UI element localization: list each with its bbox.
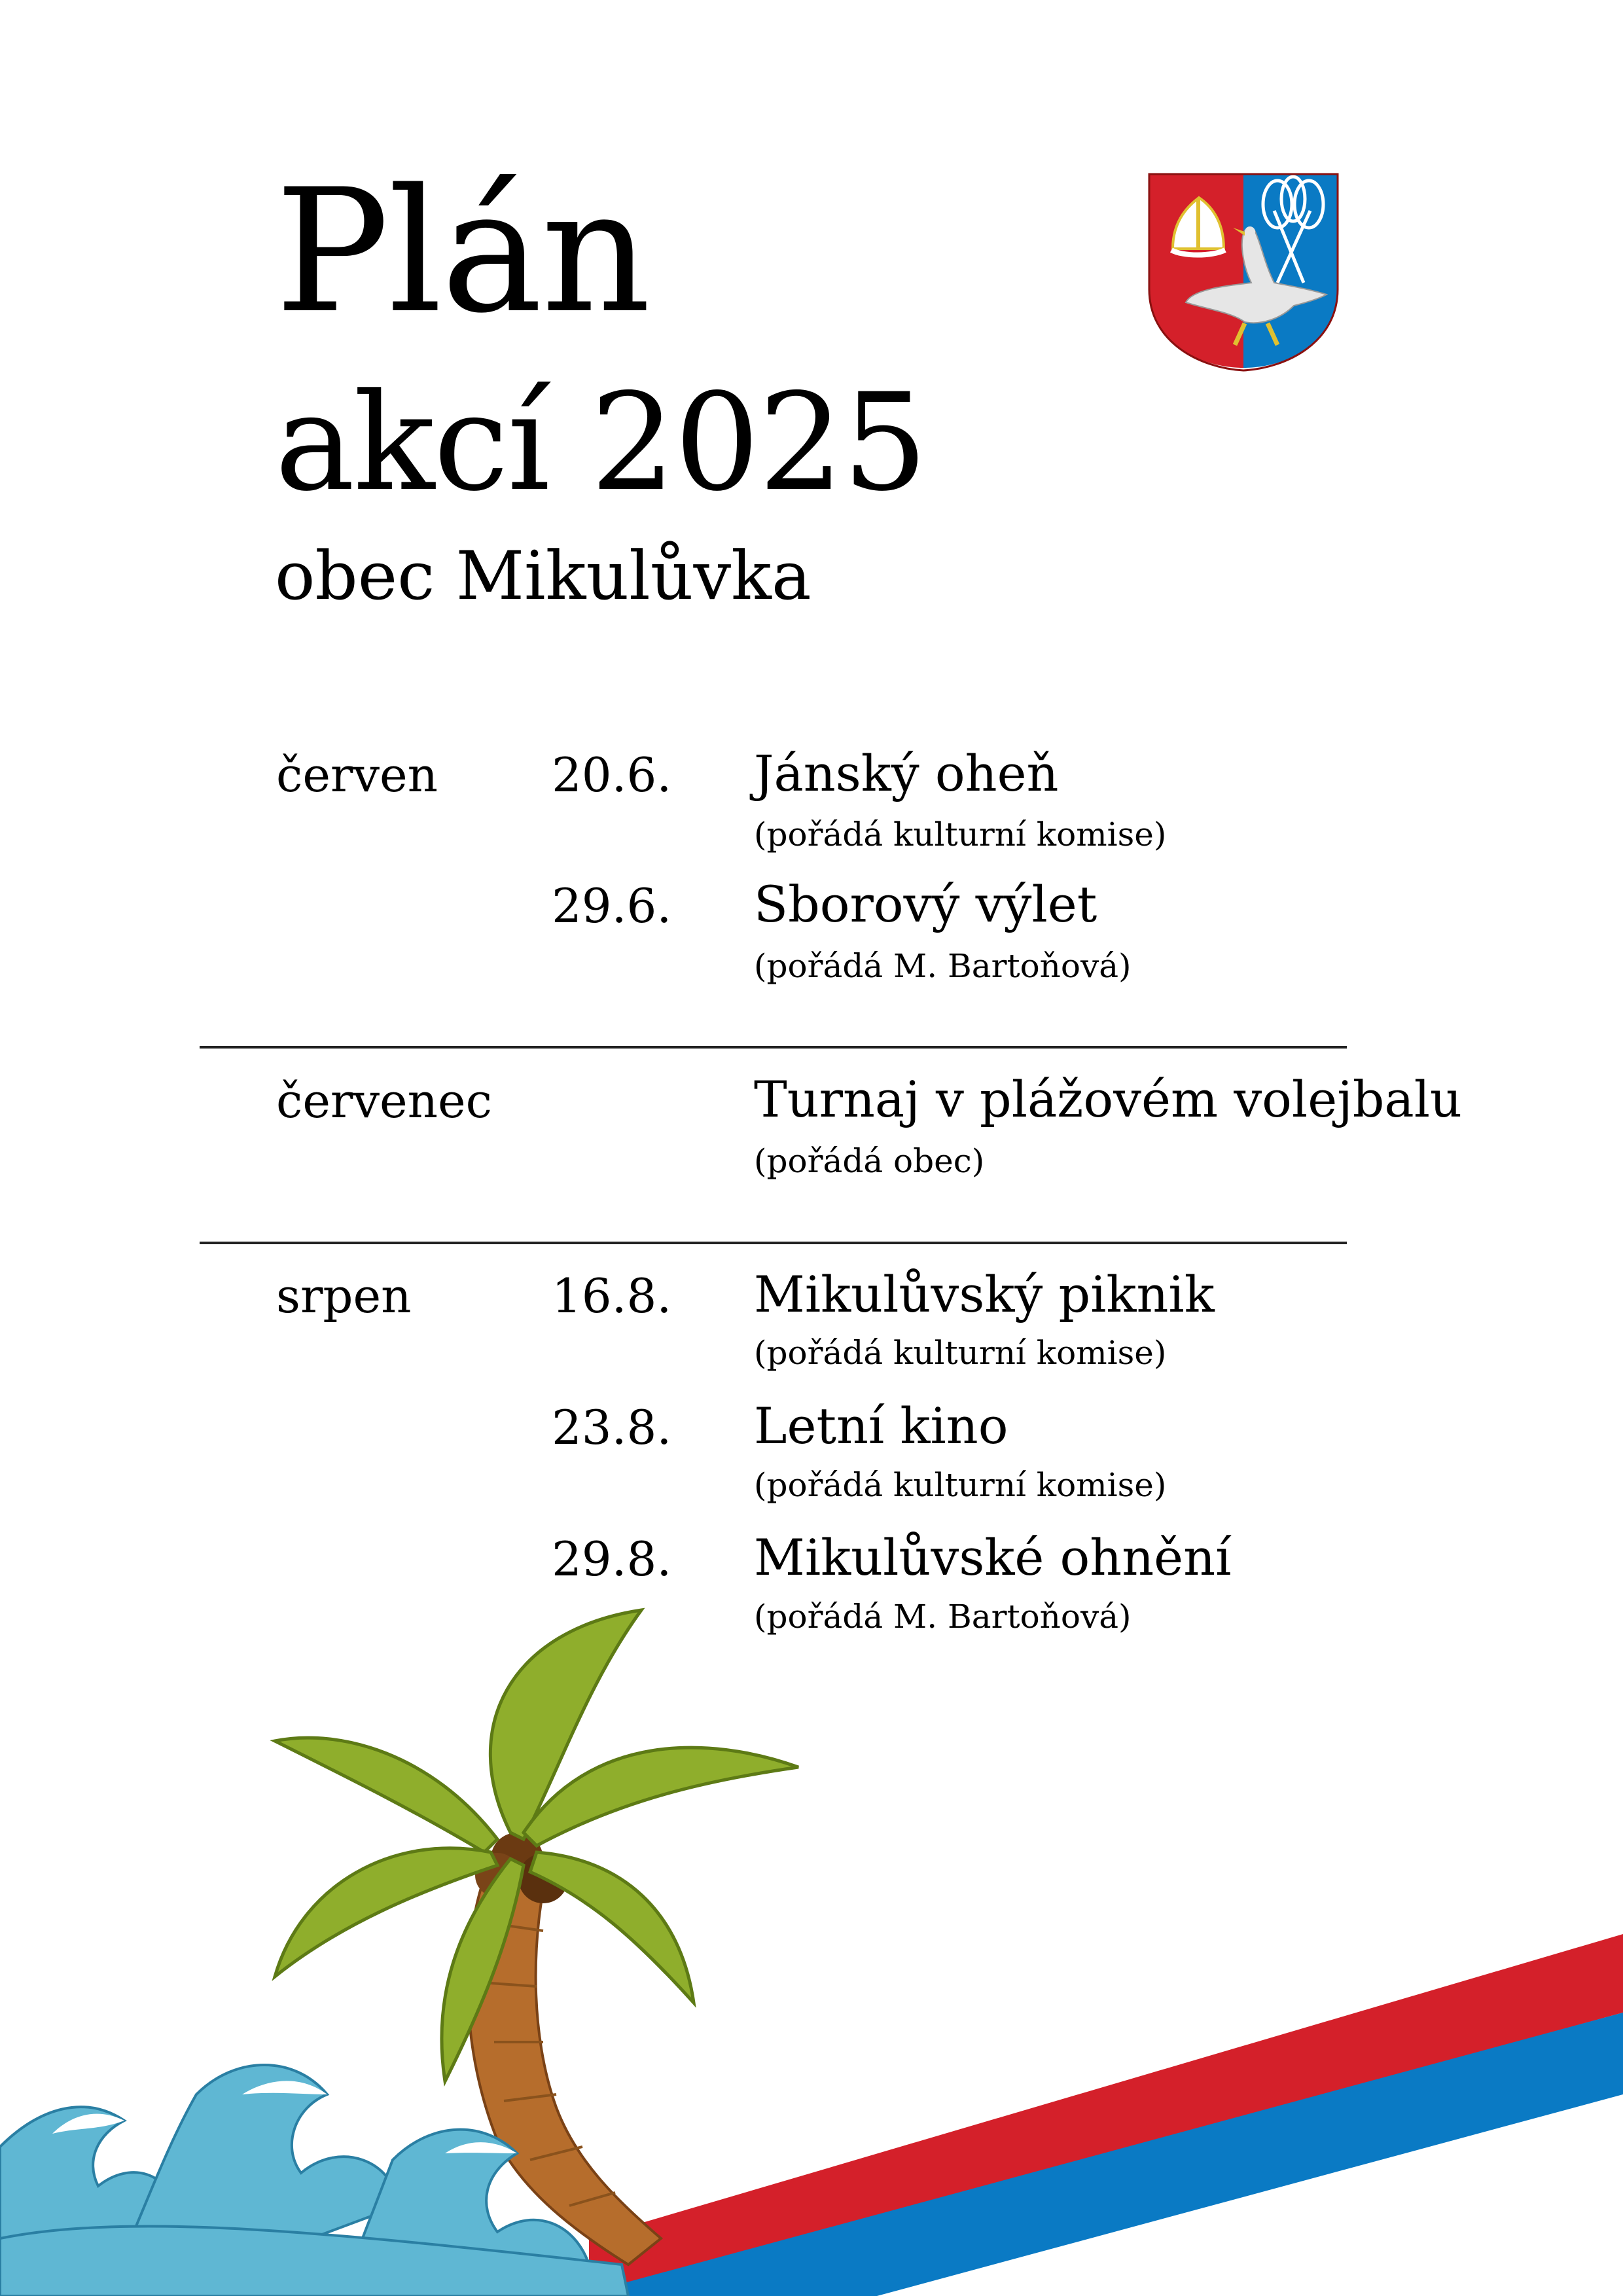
event-date: 29.6. — [552, 878, 672, 933]
event-date: 20.6. — [552, 747, 672, 802]
page-title: Plán — [275, 153, 650, 351]
event-date: 29.8. — [552, 1532, 672, 1587]
event-organizer: (pořádá M. Bartoňová) — [754, 1598, 1132, 1636]
event-date: 16.8. — [552, 1268, 672, 1323]
event-organizer: (pořádá kulturní komise) — [754, 1334, 1167, 1372]
event-organizer: (pořádá kulturní komise) — [754, 1466, 1167, 1504]
page-title-year: akcí 2025 — [275, 365, 927, 521]
event-organizer: (pořádá M. Bartoňová) — [754, 947, 1132, 985]
event-name: Sborový výlet — [754, 875, 1097, 933]
month-label: červen — [276, 747, 438, 802]
event-name: Turnaj v plážovém volejbalu — [754, 1070, 1462, 1128]
event-name: Mikulůvský piknik — [754, 1265, 1215, 1323]
month-label: červenec — [276, 1073, 492, 1128]
event-name: Jánský oheň — [754, 744, 1059, 802]
event-organizer: (pořádá kulturní komise) — [754, 816, 1167, 853]
event-name: Letní kino — [754, 1397, 1008, 1455]
event-date: 23.8. — [552, 1400, 672, 1455]
palm-tree-illustration — [0, 1584, 818, 2296]
event-organizer: (pořádá obec) — [754, 1142, 985, 1180]
page-subtitle: obec Mikulůvka — [275, 537, 812, 615]
event-name: Mikulůvské ohnění — [754, 1528, 1232, 1587]
month-label: srpen — [276, 1268, 412, 1323]
